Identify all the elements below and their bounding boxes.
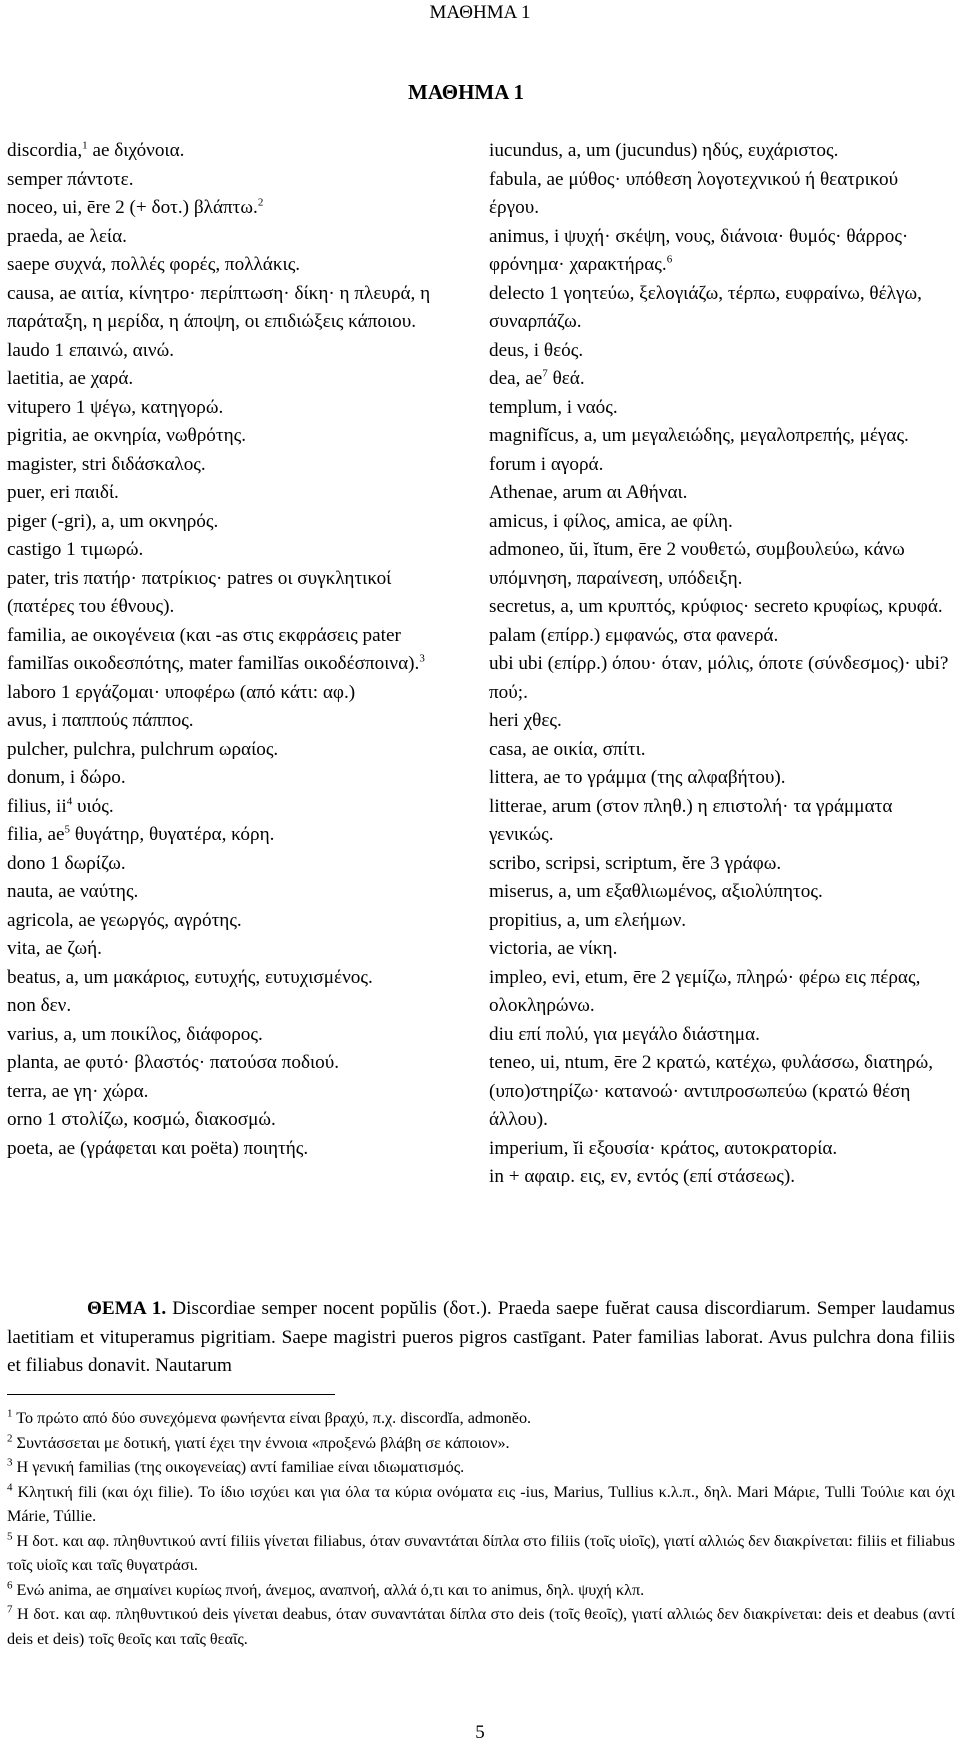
vocabulary-entry (7, 194, 452, 223)
vocabulary-entry (489, 337, 949, 366)
entry-text: semper πάντοτε. (7, 168, 134, 190)
footnote (7, 1431, 955, 1456)
entry-text: dea, ae (489, 368, 543, 389)
vocabulary-entry (7, 850, 452, 879)
vocabulary-entry (7, 536, 452, 565)
vocabulary-entry (489, 736, 949, 765)
vocabulary-entry (489, 793, 949, 850)
theme-label: ΘΕΜΑ 1. (87, 1298, 167, 1319)
entry-text: fabula, ae μύθος· υπόθεση λογοτεχνικού ή θεατρικού έργου. (489, 168, 899, 218)
entry-text: piger (-gri), a, um οκνηρός. (7, 510, 219, 532)
vocabulary-column-left (7, 137, 452, 1163)
entry-text: filia, ae (7, 824, 65, 845)
entry-text: heri χθες. (489, 710, 562, 731)
entry-text: propitius, a, um ελεήμων. (489, 909, 687, 931)
entry-text: templum, i ναός. (489, 396, 618, 418)
entry-text: palam (επίρρ.) εμφανώς, στα φανερά. (489, 624, 779, 646)
lesson-title: ΜΑΘΗΜΑ 1 (408, 80, 525, 104)
vocabulary-entry (7, 707, 452, 736)
entry-text: laudo 1 επαινώ, αινώ. (7, 339, 174, 361)
footnote-marker: 7 (542, 367, 548, 380)
footnote-text: Η δοτ. και αφ. πληθυντικού deis γίνεται deabus, όταν συναντάται δίπλα στο deis (τοῖς θεοῖς), γιατί αλλιώς δεν διακρίνεται: deis et deabus (αντί deis et deis) τοῖς θεοῖς και ταῖς θεαῖς. (7, 1605, 955, 1648)
entry-text: noceo, ui, ēre 2 (+ δοτ.) βλάπτω. (7, 197, 258, 218)
vocabulary-entry (489, 850, 949, 879)
entry-text: terra, ae γη· χώρα. (7, 1080, 149, 1102)
entry-text: laetitia, ae χαρά. (7, 368, 134, 389)
vocabulary-entry (489, 451, 949, 480)
entry-text: impleo, evi, etum, ēre 2 γεμίζω, πληρώ· φέρω εις πέρας, ολοκληρώνω. (489, 966, 921, 1016)
vocabulary-entry (7, 1106, 452, 1135)
entry-text: casa, ae οικία, σπίτι. (489, 738, 646, 760)
footnote-text: Συντάσσεται με δοτική, γιατί έχει την έννοια «προξενώ βλάβη σε κάποιον». (12, 1433, 510, 1452)
entry-text: pigritia, ae οκνηρία, νωθρότης. (7, 425, 247, 446)
entry-text: in + αφαιρ. εις, εν, εντός (επί στάσεως). (489, 1166, 796, 1187)
vocabulary-entry (489, 622, 949, 651)
vocabulary-entry (489, 707, 949, 736)
entry-text: causa, ae αιτία, κίνητρο· περίπτωση· δίκη· η πλευρά, η παράταξη, η μερίδα, η άποψη, οι επιδιώξεις κάποιου. (7, 282, 431, 332)
entry-text: saepe συχνά, πολλές φορές, πολλάκις. (7, 254, 301, 275)
entry-text: non δεν. (7, 995, 72, 1016)
footnote (7, 1529, 955, 1578)
vocabulary-entry (489, 508, 949, 537)
entry-text: scribo, scripsi, scriptum, ĕre 3 γράφω. (489, 852, 782, 874)
vocabulary-entry (7, 394, 452, 423)
vocabulary-entry (7, 964, 452, 993)
vocabulary-entry (489, 223, 949, 280)
entry-text: miserus, a, um εξαθλιωμένος, αξιολύπητος. (489, 881, 823, 902)
footnote-text: Η γενική familias (της οικογενείας) αντί familiae είναι ιδιωματισμός. (12, 1458, 465, 1476)
entry-text: agricola, ae γεωργός, αγρότης. (7, 909, 242, 931)
entry-text: animus, i ψυχή· σκέψη, νους, διάνοια· θυμός· θάρρος· φρόνημα· χαρακτήρας. (489, 225, 909, 275)
entry-text: delecto 1 γοητεύω, ξελογιάζω, τέρπω, ευφραίνω, θέλγω, συναρπάζω. (489, 282, 922, 332)
entry-text: secretus, a, um κρυπτός, κρύφιος· secreto κρυφίως, κρυφά. (489, 596, 943, 617)
entry-text: vitupero 1 ψέγω, κατηγορώ. (7, 396, 224, 418)
vocabulary-entry (7, 992, 452, 1021)
entry-text: praeda, ae λεία. (7, 225, 127, 247)
entry-text: dono 1 δωρίζω. (7, 852, 126, 874)
entry-text: Athenae, arum αι Αθήναι. (489, 482, 688, 503)
entry-text: varius, a, um ποικίλος, διάφορος. (7, 1023, 263, 1045)
vocabulary-entry (7, 565, 452, 622)
entry-text: admoneo, ŭi, ĭtum, ēre 2 νουθετώ, συμβουλεύω, κάνω υπόμνηση, παραίνεση, υπόδειξη. (489, 539, 905, 589)
entry-text: discordia, (7, 140, 83, 161)
vocabulary-entry (489, 479, 949, 508)
vocabulary-entry (489, 764, 949, 793)
vocabulary-entry (489, 422, 949, 451)
footnote (7, 1406, 955, 1431)
entry-text: pater, tris πατήρ· πατρίκιος· patres οι συγκλητικοί (πατέρες του έθνους). (7, 567, 392, 617)
vocabulary-entry (7, 280, 452, 337)
entry-text: avus, i παππούς πάππος. (7, 710, 194, 731)
entry-text: filius, ii (7, 795, 67, 817)
footnote-number: 3 (7, 1456, 13, 1469)
vocabulary-entry (489, 166, 949, 223)
vocabulary-entry (7, 793, 452, 822)
entry-text: deus, i θεός. (489, 339, 584, 361)
entry-text: beatus, a, um μακάριος, ευτυχής, ευτυχισμένος. (7, 966, 373, 988)
entry-text: iucundus, a, um (jucundus) ηδύς, ευχάριστος. (489, 140, 839, 161)
entry-text: ubi ubi (επίρρ.) όπου· όταν, μόλις, όποτε (σύνδεσμος)· ubi? πού;. (489, 653, 949, 703)
footnote-marker: 1 (82, 139, 88, 152)
entry-text: nauta, ae ναύτης. (7, 881, 139, 902)
vocabulary-entry (7, 251, 452, 280)
vocabulary-entry (489, 536, 949, 593)
vocabulary-entry (7, 1078, 452, 1107)
vocabulary-entry (7, 622, 452, 679)
footnote-text: Το πρώτο από δύο συνεχόμενα φωνήεντα είναι βραχύ, π.χ. discordĭa, admonĕo. (12, 1409, 532, 1427)
vocabulary-entry (489, 878, 949, 907)
entry-text: litterae, arum (στον πληθ.) η επιστολή· τα γράμματα γενικώς. (489, 795, 893, 845)
footnote-number: 5 (7, 1530, 13, 1543)
vocabulary-entry (489, 593, 949, 622)
entry-text: amicus, i φίλος, amica, ae φίλη. (489, 510, 733, 532)
entry-text: diu επί πολύ, για μεγάλο διάστημα. (489, 1023, 760, 1045)
entry-text: magnifĭcus, a, um μεγαλειώδης, μεγαλοπρεπής, μέγας. (489, 425, 909, 446)
footnote-text: Η δοτ. και αφ. πληθυντικού αντί filiis γίνεται filiabus, όταν συναντάται δίπλα στο filiis (τοῖς υἱοῖς), γιατί αλλιώς δεν διακρίνεται: filiis et filiabus τοῖς υἱοῖς και ταῖς θυγατράσι. (7, 1531, 955, 1574)
entry-text: laboro 1 εργάζομαι· υποφέρω (από κάτι: αφ.) (7, 681, 356, 703)
entry-text: teneo, ui, ntum, ēre 2 κρατώ, κατέχω, φυλάσσω, διατηρώ, (υπο)στηρίζω· κατανοώ· αντιπροσωπεύω (κρατώ θέση άλλου). (489, 1052, 934, 1130)
vocabulary-entry (7, 223, 452, 252)
footnote-number: 6 (7, 1579, 13, 1592)
footnote-marker: 2 (257, 196, 264, 209)
vocabulary-entry (489, 964, 949, 1021)
footnote-marker: 6 (666, 253, 673, 266)
entry-text: littera, ae το γράμμα (της αλφαβήτου). (489, 767, 786, 788)
vocabulary-entry (489, 650, 949, 707)
footnote-marker: 5 (64, 823, 71, 836)
vocabulary-entry (7, 679, 452, 708)
entry-text: magister, stri διδάσκαλος. (7, 453, 206, 475)
vocabulary-column-right (489, 137, 949, 1192)
footnote-marker: 4 (66, 795, 73, 808)
entry-text-rest: ae διχόνοια. (87, 140, 185, 161)
vocabulary-entry (7, 365, 452, 394)
vocabulary-entry (7, 508, 452, 537)
vocabulary-entry (489, 365, 949, 394)
vocabulary-entry (7, 337, 452, 366)
vocabulary-entry (7, 137, 452, 166)
vocabulary-entry (7, 935, 452, 964)
vocabulary-entry (7, 422, 452, 451)
vocabulary-entry (7, 1135, 452, 1164)
entry-text: pulcher, pulchra, pulchrum ωραίος. (7, 738, 279, 760)
footnote-number: 4 (7, 1481, 13, 1494)
vocabulary-entry (489, 1163, 949, 1192)
vocabulary-entry (489, 137, 949, 166)
vocabulary-entry (7, 451, 452, 480)
entry-text: donum, i δώρο. (7, 767, 126, 788)
vocabulary-entry (489, 1135, 949, 1164)
footnote-marker: 3 (419, 652, 425, 665)
vocabulary-entry (489, 1021, 949, 1050)
vocabulary-entry (489, 394, 949, 423)
footnote (7, 1602, 955, 1651)
entry-text: castigo 1 τιμωρώ. (7, 539, 144, 560)
entry-text: poeta, ae (γράφεται και poëta) ποιητής. (7, 1137, 309, 1159)
vocabulary-entry (7, 166, 452, 195)
entry-text: orno 1 στολίζω, κοσμώ, διακοσμώ. (7, 1109, 276, 1130)
entry-text: vita, ae ζωή. (7, 938, 102, 959)
entry-text-rest: θεά. (547, 368, 585, 389)
footnote (7, 1578, 955, 1603)
footnote-text: Ενώ anima, ae σημαίνει κυρίως πνοή, άνεμος, αναπνοή, αλλά ό,τι και το animus, δηλ. ψυχή κλπ. (12, 1580, 645, 1599)
exercise-theme (7, 1295, 955, 1381)
vocabulary-entry (7, 764, 452, 793)
footnotes (7, 1406, 955, 1651)
footnote-number: 2 (7, 1432, 13, 1445)
entry-text-rest: υιός. (72, 795, 114, 817)
vocabulary-entry (7, 479, 452, 508)
footnote (7, 1455, 955, 1480)
vocabulary-entry (489, 935, 949, 964)
entry-text: victoria, ae νίκη. (489, 938, 618, 959)
footnote-text: Κλητική fili (και όχι filie). Το ίδιο ισχύει και για όλα τα κύρια ονόματα εις -ius, Marius, Tullius κ.λ.π., δηλ. Mari Μάριε, Tulli Τούλιε και όχι Márie, Túllie. (7, 1482, 955, 1525)
entry-text: puer, eri παιδί. (7, 482, 119, 503)
page-number: 5 (475, 1722, 485, 1743)
vocabulary-entry (7, 821, 452, 850)
vocabulary-entry (489, 1049, 949, 1135)
theme-text: Discordiae semper nocent popŭlis (δοτ.). Praeda saepe fuĕrat causa discordiarum. Semper laudamus laetitiam et vituperamus pigritiam. Saepe magistri pueros pigros castīgant. Pater familias laborat. Avus pulchra dona filiis et filiabus donavit. Nautarum (7, 1298, 955, 1376)
vocabulary-entry (7, 878, 452, 907)
entry-text: imperium, ĭi εξουσία· κράτος, αυτοκρατορία. (489, 1137, 838, 1159)
vocabulary-entry (7, 1021, 452, 1050)
vocabulary-entry (7, 907, 452, 936)
entry-text-rest: θυγάτηρ, θυγατέρα, κόρη. (70, 824, 275, 845)
footnote-number: 7 (7, 1603, 13, 1616)
vocabulary-entry (489, 907, 949, 936)
vocabulary-entry (7, 1049, 452, 1078)
running-header: ΜΑΘΗΜΑ 1 (429, 2, 531, 23)
footnote (7, 1480, 955, 1529)
vocabulary-entry (7, 736, 452, 765)
footnote-number: 1 (7, 1407, 13, 1420)
vocabulary-entry (489, 280, 949, 337)
footnote-divider (7, 1394, 335, 1395)
entry-text: forum i αγορά. (489, 453, 604, 475)
entry-text: planta, ae φυτό· βλαστός· πατούσα ποδιού. (7, 1052, 340, 1073)
entry-text: familia, ae οικογένεια (και -as στις εκφράσεις pater familĭas οικοδεσπότης, mater familĭas οικοδέσποινα). (7, 624, 420, 674)
